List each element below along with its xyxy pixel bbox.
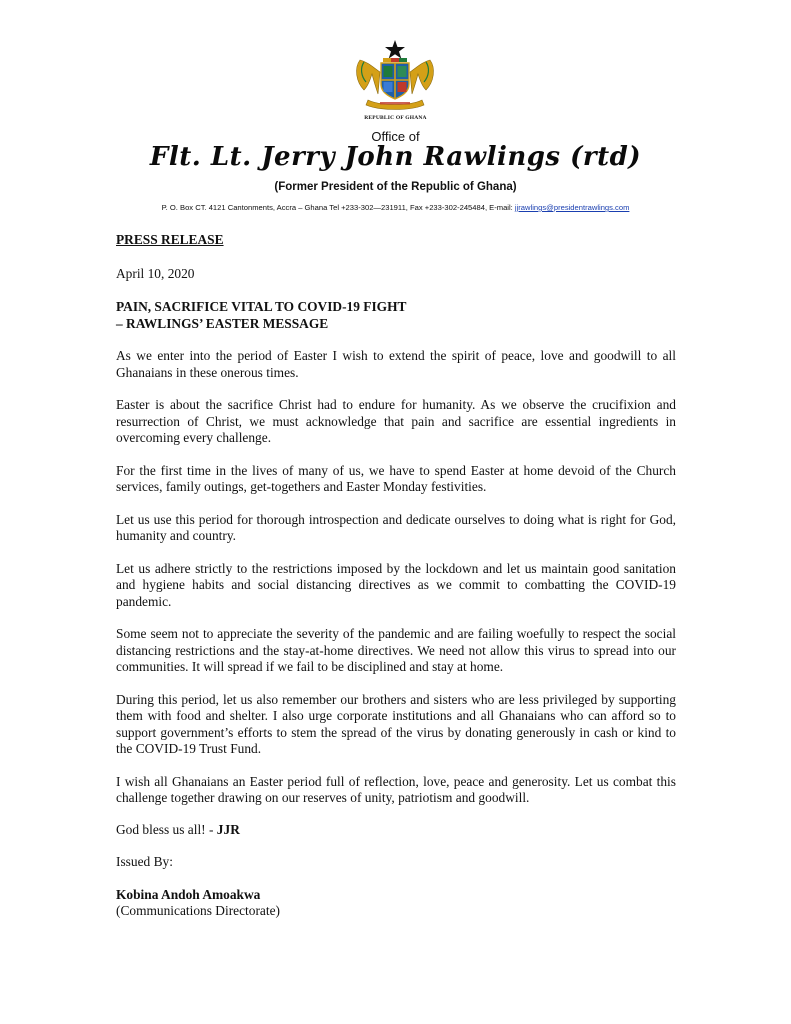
paragraph: As we enter into the period of Easter I wish to extend the spirit of peace, love and goodwill to all Ghanaians in these onerous times. [116, 348, 676, 380]
sign-off-text: God bless us all! - [116, 821, 217, 837]
contact-line [0, 203, 791, 212]
coat-of-arms-icon [350, 38, 440, 112]
paragraph: I wish all Ghanaians an Easter period full of reflection, love, peace and generosity. Let us combat this challenge together drawing on our reserves of unity, patriotism and goodwill. [116, 773, 676, 805]
letterhead-name: Flt. Lt. Jerry John Rawlings (rtd) [149, 142, 642, 172]
paragraph: During this period, let us also remember our brothers and sisters who are less privileged by supporting them with food and shelter. I also urge corporate institutions and all Ghanaians who can afford so to support government’s efforts to stem the spread of the virus by donating generously in cash or kind to the COVID-19 Trust Fund. [116, 691, 676, 756]
document-label: PRESS RELEASE [116, 232, 224, 247]
press-release-body [116, 232, 676, 920]
paragraph: Let us adhere strictly to the restrictions imposed by the lockdown and let us maintain good sanitation and hygiene habits and social distancing directives as we commit to combatting the COVID-19 pandemic. [116, 560, 676, 609]
crest-caption: REPUBLIC OF GHANA [364, 115, 427, 121]
paragraph: For the first time in the lives of many of us, we have to spend Easter at home devoid of the Church services, family outings, get-togethers and Easter Monday festivities. [116, 462, 676, 494]
issued-by-label: Issued By: [116, 854, 173, 869]
office-of-label: Office of [371, 129, 420, 144]
issuer-role: (Communications Directorate) [116, 903, 280, 918]
release-date: April 10, 2020 [116, 265, 195, 281]
sign-off [116, 822, 676, 839]
headline [116, 299, 676, 332]
headline-line-1: PAIN, SACRIFICE VITAL TO COVID-19 FIGHT [116, 299, 407, 314]
paragraph: Some seem not to appreciate the severity of the pandemic and are failing woefully to respect the social distancing restrictions and the stay-at-home directives. We need not allow this virus to spread into our communities. It will spread if we fail to be disciplined and stay at home. [116, 626, 676, 674]
contact-text: P. O. Box CT. 4121 Cantonments, Accra – Ghana Tel +233-302—231911, Fax +233-302-245484, E-mail: [161, 203, 515, 212]
issuer-block [116, 887, 676, 920]
issuer-name: Kobina Andoh Amoakwa [116, 886, 261, 902]
initials: JJR [216, 821, 240, 837]
email-link[interactable]: jjrawlings@presidentrawlings.com [514, 203, 630, 212]
letterhead-subtitle: (Former President of the Republic of Ghana) [274, 181, 517, 193]
paragraph: Let us use this period for thorough introspection and dedicate ourselves to doing what is right for God, humanity and country. [116, 511, 676, 543]
headline-line-2: – RAWLINGS’ EASTER MESSAGE [116, 315, 329, 331]
paragraph: Easter is about the sacrifice Christ had to endure for humanity. As we observe the crucifixion and resurrection of Christ, we must acknowledge that pain and sacrifice are essential ingredients in overcoming every challenge. [116, 397, 676, 445]
